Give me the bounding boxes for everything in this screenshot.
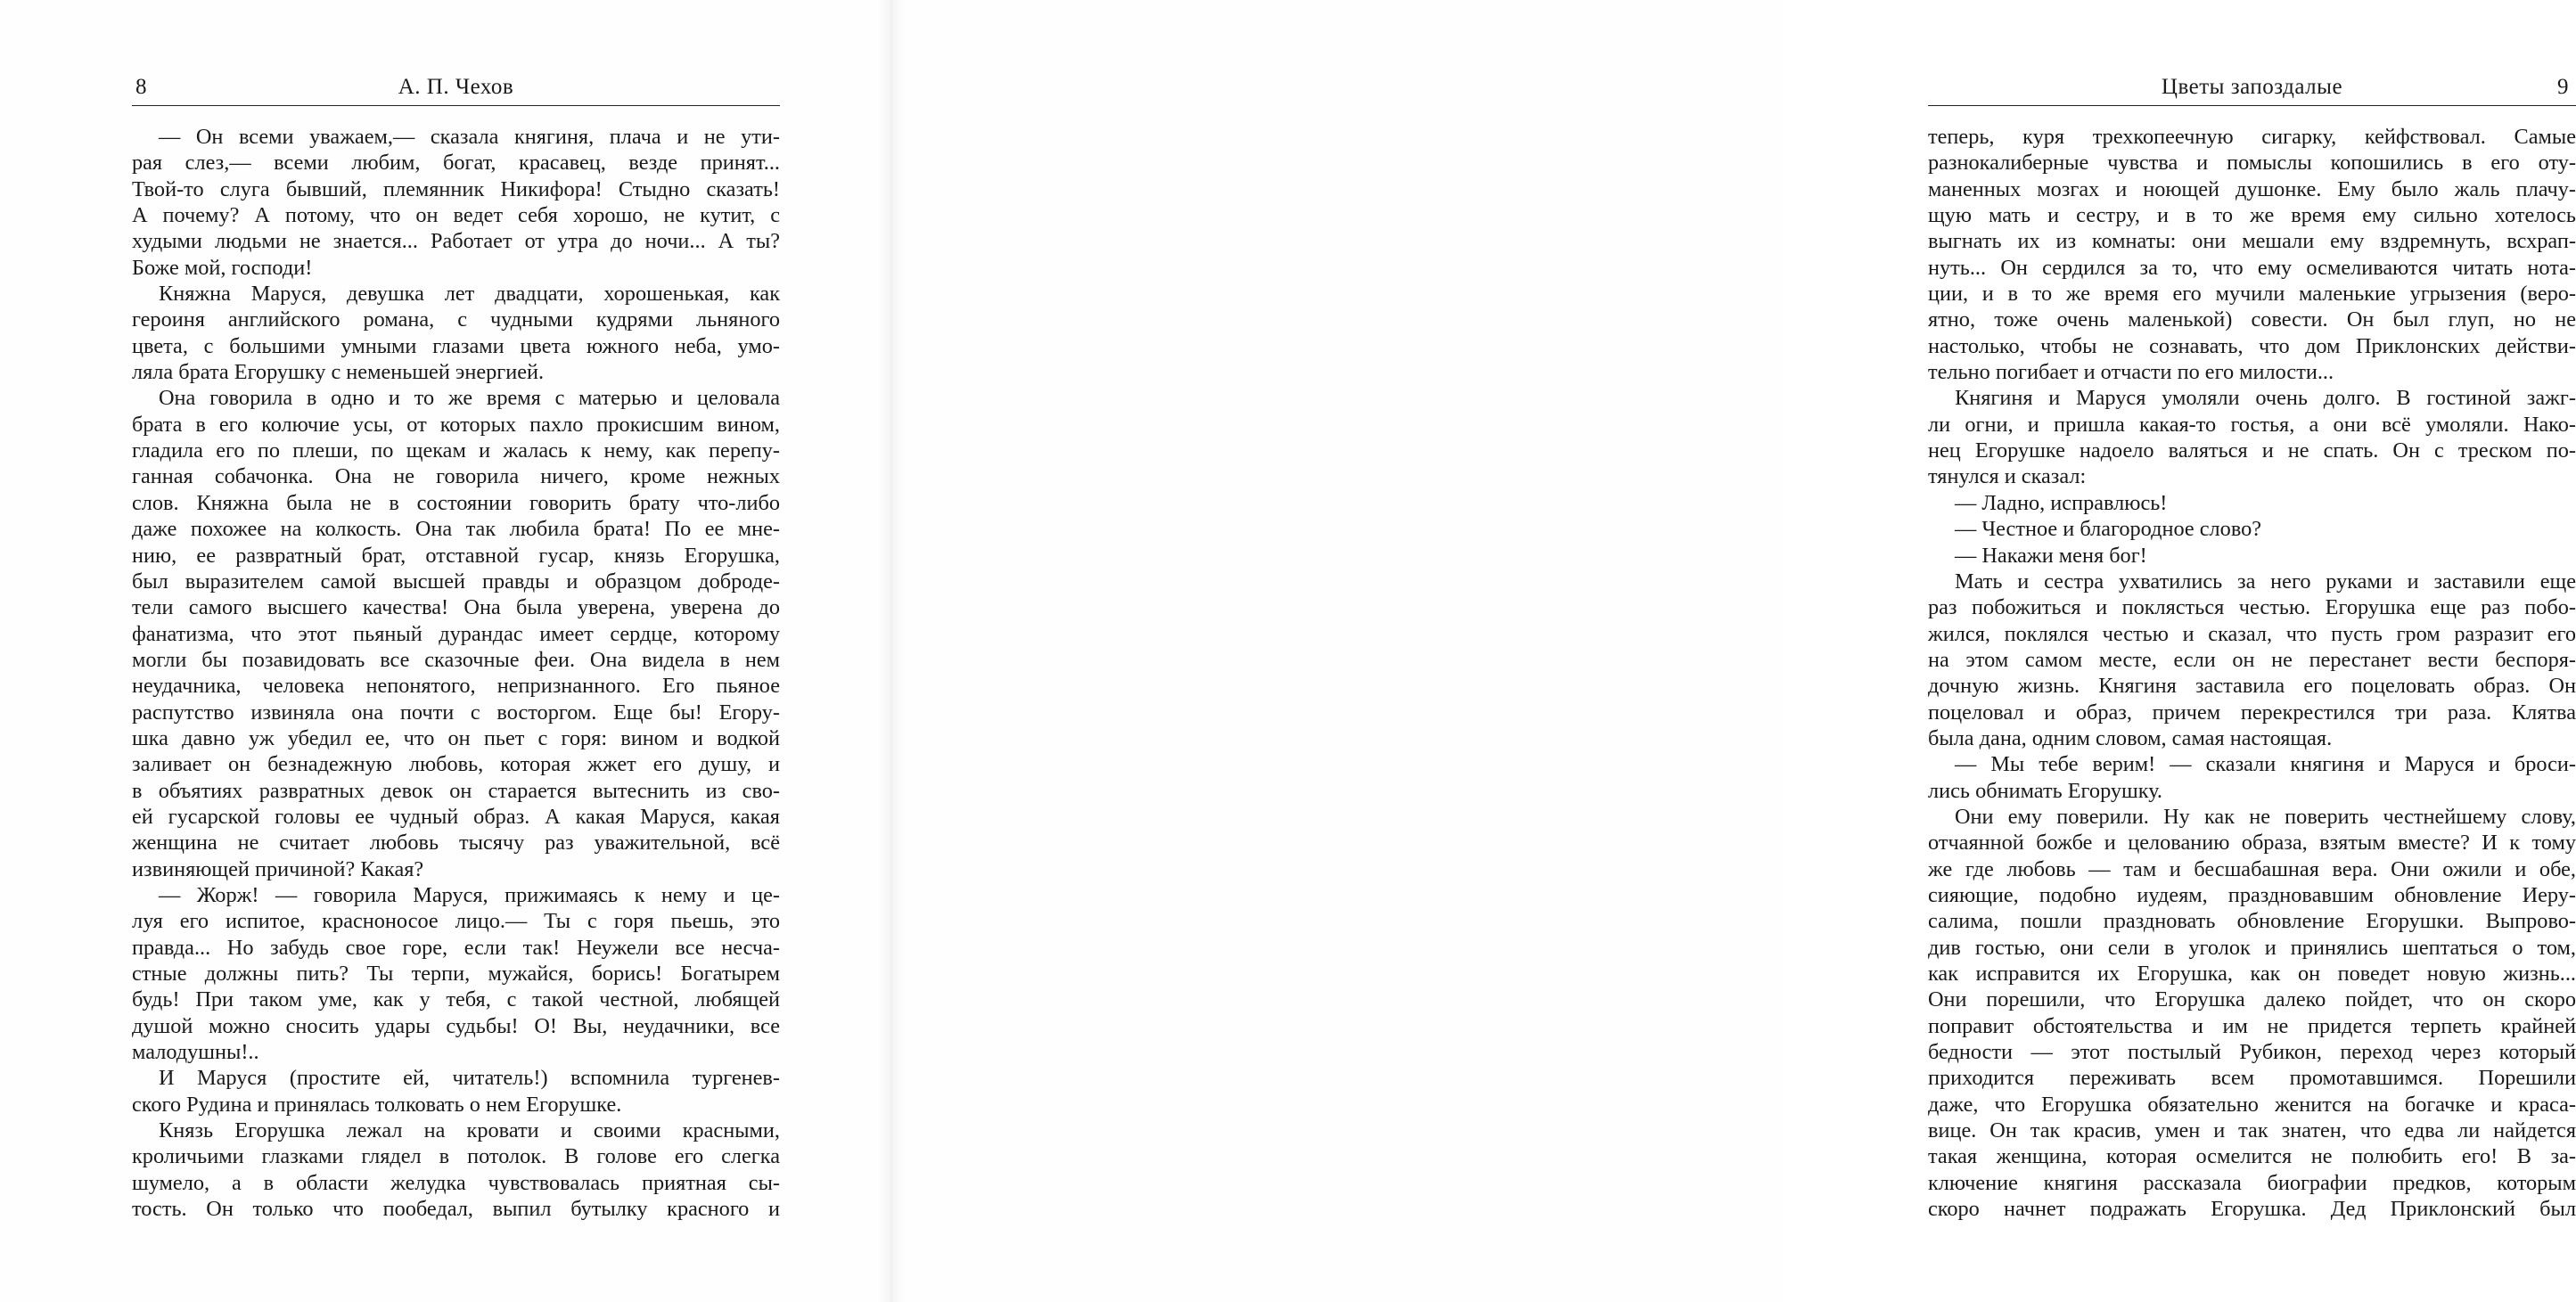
text-line: была дана, одним словом, самая настоящая.	[1928, 725, 2333, 750]
text-line: худыми людьми не знается... Работает от утра до ночи... А ты?	[132, 229, 780, 254]
right-page	[891, 0, 2576, 1302]
text-line: ей гусарской головы ее чудный образ. А какая Маруся, какая	[132, 804, 780, 829]
text-line: тельно погибает и отчасти по его милости...	[1928, 360, 2334, 385]
text-line: луя его испитое, красноносое лицо.— Ты с горя пьешь, это	[132, 909, 780, 934]
text-line: малодушны!..	[132, 1040, 259, 1065]
text-line: тянулся и сказал:	[1928, 464, 2087, 489]
text-line: шумело, а в области желудка чувствовалась приятная сы-	[132, 1170, 780, 1195]
text-line: — Мы тебе верим! — сказали княгиня и Маруся и броси-	[1955, 752, 2576, 777]
text-line: шка давно уж убедил ее, что он пьет с горя: вином и водкой	[132, 725, 780, 750]
left-page-header	[132, 71, 780, 106]
text-line: гладила его по плеши, по щекам и жалась к нему, как перепу-	[132, 438, 780, 463]
text-line: Боже мой, господи!	[132, 255, 313, 280]
text-line: ганная собачонка. Она не говорила ничего, кроме нежных	[132, 464, 780, 489]
text-line: же где любовь — там и бесшабашная вера. Они ожили и обе,	[1928, 856, 2576, 881]
text-line: будь! При таком уме, как у тебя, с такой честной, любящей	[132, 987, 780, 1012]
text-line: И Маруся (простите ей, читатель!) вспомнила тургенев-	[159, 1066, 780, 1091]
text-line: как исправится их Егорушка, как он поведет новую жизнь...	[1928, 962, 2576, 986]
text-line: — Честное и благородное слово?	[1955, 517, 2262, 542]
text-line: лись обнимать Егорушку.	[1928, 778, 2163, 803]
text-line: душой можно сносить удары судьбы! О! Вы, неудачники, все	[132, 1013, 780, 1038]
text-line: скоро начнет подражать Егорушка. Дед Приклонский был	[1928, 1197, 2576, 1222]
text-line: ции, и в то же время его мучили маленькие угрызения (веро-	[1928, 282, 2576, 307]
text-line: див гостью, они сели в уголок и принялись шептаться о том,	[1928, 935, 2576, 960]
text-line: брата в его колючие усы, от которых пахло прокисшим вином,	[132, 412, 780, 437]
text-line: на этом самом месте, если он не перестанет вести беспоря-	[1928, 647, 2576, 672]
text-line: бедности — этот постылый Рубикон, переход через который	[1928, 1040, 2576, 1065]
right-page-body	[1928, 124, 2576, 1222]
text-line: — Он всеми уважаем,— сказала княгиня, плача и не ути-	[159, 125, 780, 149]
text-line: цвета, с большими умными глазами цвета южного неба, умо-	[132, 333, 780, 358]
text-line: теперь, куря трехкопеечную сигарку, кейфствовал. Самые	[1928, 125, 2576, 149]
text-line: кроличьими глазками глядел в потолок. В голове его слегка	[132, 1144, 780, 1169]
text-line: поцеловал и образ, причем перекрестился три раза. Клятва	[1928, 700, 2576, 725]
text-line: отчаянной божбе и целованию образа, взятым вместе? И к тому	[1928, 831, 2576, 856]
text-line: выгнать их из комнаты: они мешали ему вздремнуть, всхрап-	[1928, 229, 2576, 254]
text-line: поправит обстоятельства и им не придется терпеть крайней	[1928, 1013, 2576, 1038]
text-line: заливает он безнадежную любовь, которая жжет его душу, и	[132, 752, 780, 777]
left-page	[0, 0, 891, 1302]
text-line: — Ладно, исправлюсь!	[1955, 490, 2168, 515]
text-line: настолько, чтобы не сознавать, что дом Приклонских действи-	[1928, 333, 2576, 358]
text-line: Мать и сестра ухватились за него руками и заставили еще	[1955, 569, 2576, 594]
text-line: распутство извиняла она почти с восторгом. Еще бы! Егору-	[132, 700, 780, 725]
text-line: ляла брата Егорушку с неменьшей энергией.	[132, 360, 545, 385]
text-line: сияющие, подобно иудеям, праздновавшим обновление Иеру-	[1928, 882, 2576, 907]
text-line: Они порешили, что Егорушка далеко пойдет, что он скоро	[1928, 987, 2576, 1012]
text-line: — Жорж! — говорила Маруся, прижимаясь к нему и це-	[159, 882, 780, 907]
text-line: приходится переживать всем промотавшимся. Порешили	[1928, 1066, 2576, 1091]
right-running-head: Цветы запоздалые	[2161, 75, 2343, 99]
text-line: даже похожее на колкость. Она так любила брата! По ее мне-	[132, 517, 780, 542]
book-gutter	[878, 0, 905, 1302]
left-running-head: А. П. Чехов	[398, 75, 514, 99]
text-line: неудачника, человека непонятого, непризнанного. Его пьяное	[132, 674, 780, 699]
text-line: разнокалиберные чувства и помыслы копошились в его оту-	[1928, 151, 2576, 176]
text-line: раз побожиться и поклясться честью. Егорушка еще раз побо-	[1928, 595, 2576, 620]
text-line: нуть... Он сердился за то, что ему осмеливаются читать нота-	[1928, 255, 2576, 280]
right-page-header	[1928, 71, 2576, 106]
text-line: ятно, тоже очень маленькой) совести. Он был глуп, но не	[1928, 307, 2576, 332]
left-page-body	[132, 124, 780, 1222]
text-line: ключение княгиня рассказала биографии предков, которым	[1928, 1170, 2576, 1195]
text-line: извиняющей причиной? Какая?	[132, 856, 424, 881]
text-line: фанатизма, что этот пьяный дурандас имеет сердце, которому	[132, 621, 780, 646]
text-line: нию, ее развратный брат, отставной гусар, князь Егорушка,	[132, 543, 780, 568]
text-line: правда... Но забудь свое горе, если так! Неужели все несча-	[132, 935, 780, 960]
text-line: маненных мозгах и ноющей душонке. Ему было жаль плачу-	[1928, 176, 2576, 201]
text-line: Князь Егорушка лежал на кровати и своими красными,	[159, 1118, 780, 1143]
text-line: тость. Он только что пообедал, выпил бутылку красного и	[132, 1197, 780, 1222]
text-line: в объятиях развратных девок он старается вытеснить из сво-	[132, 778, 780, 803]
text-line: стные должны пить? Ты терпи, мужайся, борись! Богатырем	[132, 962, 780, 986]
text-line: жился, поклялся честью и сказал, что пусть гром разразит его	[1928, 621, 2576, 646]
left-page-number: 8	[135, 75, 147, 99]
text-line: вице. Он так красив, умен и так знатен, что едва ли найдется	[1928, 1118, 2576, 1143]
text-line: Она говорила в одно и то же время с матерью и целовала	[159, 386, 780, 411]
text-line: ли огни, и пришла какая-то гостья, а они всё умоляли. Нако-	[1928, 412, 2576, 437]
right-page-number: 9	[2557, 75, 2569, 99]
text-line: Княжна Маруся, девушка лет двадцати, хорошенькая, как	[159, 282, 780, 307]
text-line: Они ему поверили. Ну как не поверить честнейшему слову,	[1955, 804, 2576, 829]
text-line: А почему? А потому, что он ведет себя хорошо, не кутит, с	[132, 203, 780, 228]
text-line: героиня английского романа, с чудными кудрями льняного	[132, 307, 780, 332]
text-line: Твой-то слуга бывший, племянник Никифора! Стыдно сказать!	[132, 176, 780, 201]
text-line: такая женщина, которая осмелится не полюбить его! В за-	[1928, 1144, 2576, 1169]
text-line: салима, пошли праздновать обновление Егорушки. Выпрово-	[1928, 909, 2576, 934]
text-line: — Накажи меня бог!	[1955, 543, 2147, 568]
text-line: ского Рудина и принялась толковать о нем Егорушке.	[132, 1092, 622, 1117]
text-line: был выразителем самой высшей правды и образцом доброде-	[132, 569, 780, 594]
text-line: Княгиня и Маруся умоляли очень долго. В гостиной зажг-	[1955, 386, 2576, 411]
text-line: рая слез,— всеми любим, богат, красавец, везде принят...	[132, 151, 780, 176]
text-line: слов. Княжна была не в состоянии говорить брату что-либо	[132, 490, 780, 515]
text-line: дочную жизнь. Княгиня заставила его поцеловать образ. Он	[1928, 674, 2576, 699]
text-line: даже, что Егорушка обязательно женится на богачке и краса-	[1928, 1092, 2576, 1117]
text-line: тели самого высшего качества! Она была уверена, уверена до	[132, 595, 780, 620]
text-line: щую мать и сестру, и в то же время ему сильно хотелось	[1928, 203, 2576, 228]
text-line: женщина не считает любовь тысячу раз уважительной, всё	[132, 831, 780, 856]
text-line: нец Егорушке надоело валяться и не спать. Он с треском по-	[1928, 438, 2576, 463]
text-line: могли бы позавидовать все сказочные феи. Она видела в нем	[132, 647, 780, 672]
